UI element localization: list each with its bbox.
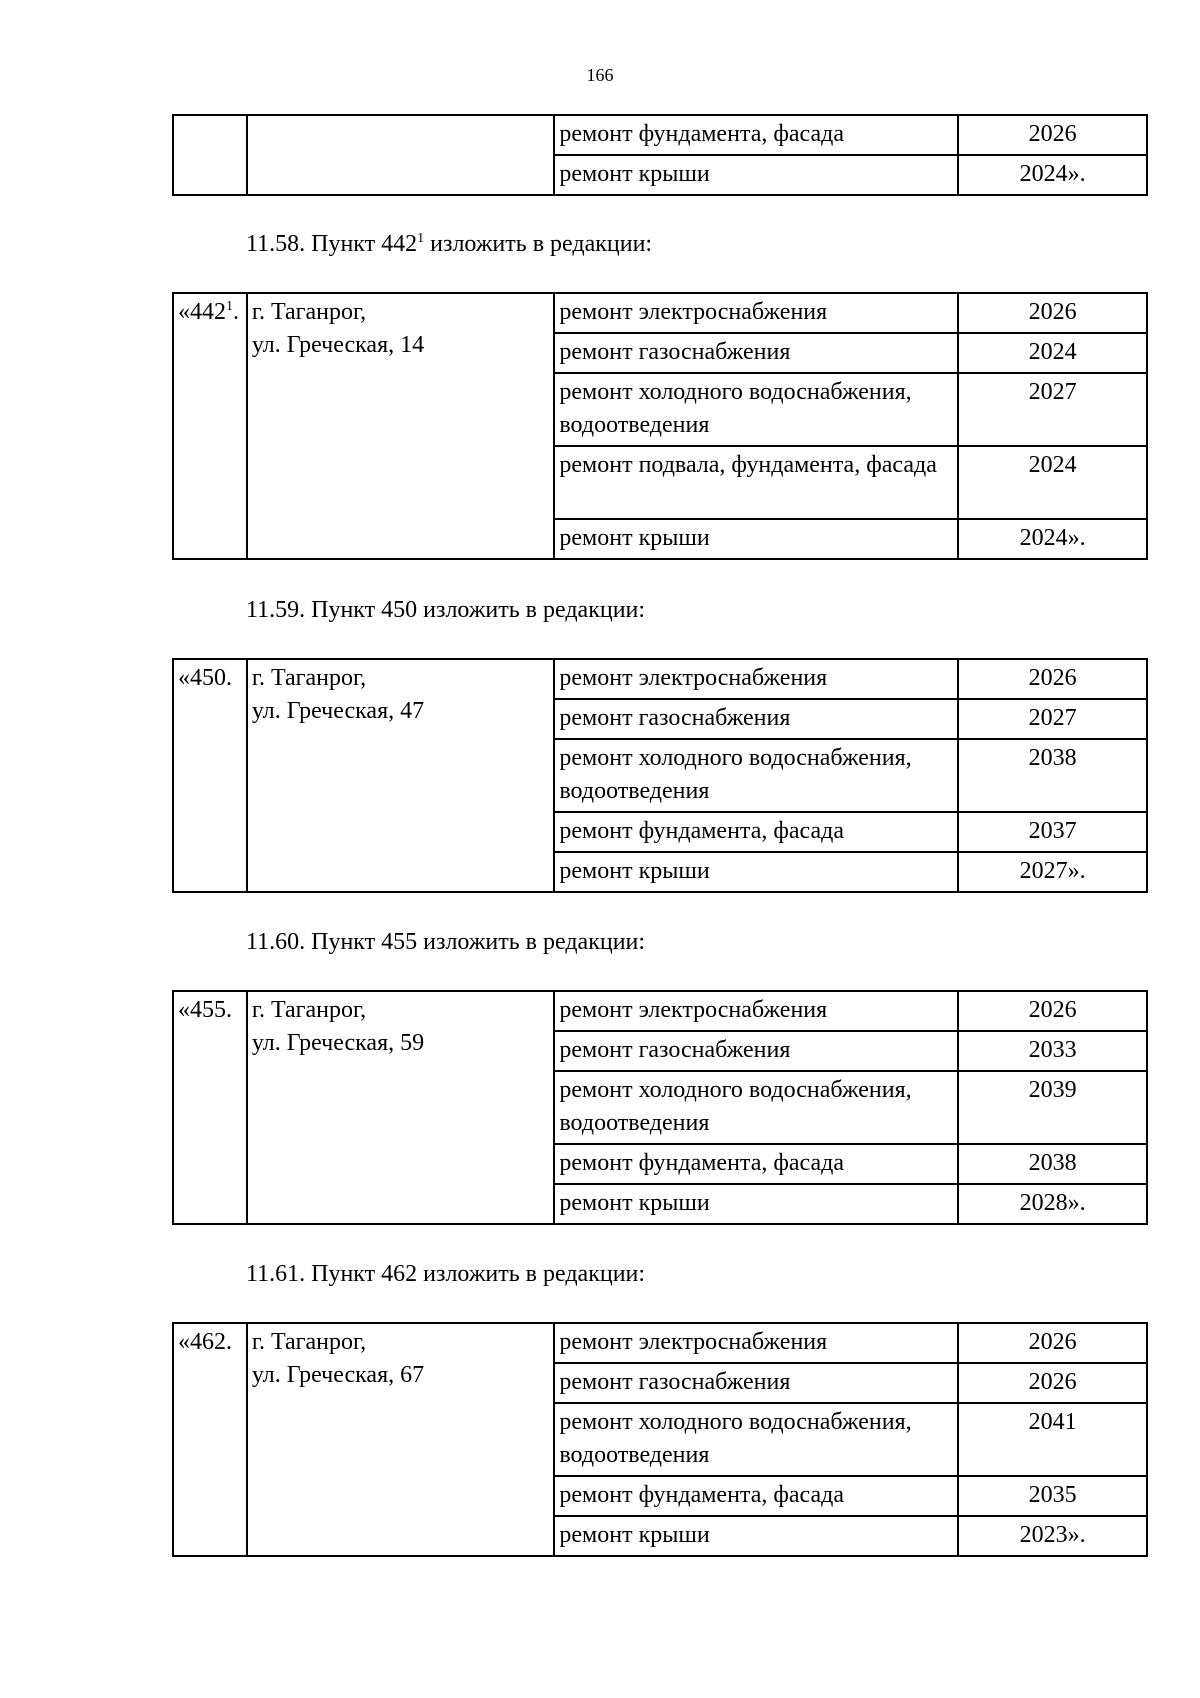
address-cell xyxy=(247,659,555,892)
section-table-442 xyxy=(172,292,1148,560)
work-cell: ремонт электроснабжения xyxy=(554,293,958,333)
year-cell: 2023». xyxy=(958,1516,1147,1556)
work-cell: ремонт газоснабжения xyxy=(554,333,958,373)
section-table-455 xyxy=(172,990,1148,1225)
address-city: г. Таганрог, xyxy=(251,665,367,691)
work-cell: ремонт электроснабжения xyxy=(554,991,958,1031)
paragraph-11-58: 11.58. Пункт $442^1$ изложить в редакции: xyxy=(246,231,653,257)
year-cell: 2027 xyxy=(958,699,1147,739)
section-table-462 xyxy=(172,1322,1148,1557)
table-row xyxy=(173,293,1147,333)
work-cell: ремонт крыши xyxy=(554,852,958,892)
paragraph-11-60: 11.60. Пункт 455 изложить в редакции: xyxy=(246,929,646,955)
address-cell xyxy=(247,1323,555,1556)
work-cell: ремонт газоснабжения xyxy=(554,1031,958,1071)
address-cell xyxy=(247,293,555,559)
item-number: «$442^1$. xyxy=(173,293,247,559)
year-cell: 2033 xyxy=(958,1031,1147,1071)
year-cell: 2027 xyxy=(958,373,1147,446)
work-cell: ремонт фундамента, фасада xyxy=(554,812,958,852)
work-cell: ремонт газоснабжения xyxy=(554,1363,958,1403)
address-street: ул. Греческая, 14 xyxy=(251,332,425,358)
year-cell: 2026 xyxy=(958,1363,1147,1403)
year-cell: 2026 xyxy=(958,659,1147,699)
year-cell: 2038 xyxy=(958,1144,1147,1184)
year-cell: 2039 xyxy=(958,1071,1147,1144)
work-cell: ремонт холодного водоснабжения, водоотведения xyxy=(554,1403,958,1476)
work-cell: ремонт газоснабжения xyxy=(554,699,958,739)
table-row xyxy=(173,659,1147,699)
work-cell: ремонт холодного водоснабжения, водоотведения xyxy=(554,739,958,812)
work-cell: ремонт фундамента, фасада xyxy=(554,115,958,155)
work-cell: ремонт фундамента, фасада xyxy=(554,1476,958,1516)
year-cell: 2024 xyxy=(958,333,1147,373)
table-row xyxy=(173,1323,1147,1363)
year-cell: 2028». xyxy=(958,1184,1147,1224)
work-cell: ремонт электроснабжения xyxy=(554,1323,958,1363)
work-cell: ремонт крыши xyxy=(554,1516,958,1556)
section-table-450 xyxy=(172,658,1148,893)
item-number: «455. xyxy=(173,991,247,1224)
year-cell: 2041 xyxy=(958,1403,1147,1476)
paragraph-11-59: 11.59. Пункт 450 изложить в редакции: xyxy=(246,597,646,623)
year-cell: 2026 xyxy=(958,991,1147,1031)
year-cell: 2024». xyxy=(958,155,1147,195)
work-cell: ремонт крыши xyxy=(554,155,958,195)
table-row xyxy=(173,991,1147,1031)
address-cell xyxy=(247,991,555,1224)
year-cell: 2026 xyxy=(958,1323,1147,1363)
address-street: ул. Греческая, 47 xyxy=(251,698,425,724)
address-city: г. Таганрог, xyxy=(251,1329,367,1355)
address-street: ул. Греческая, 67 xyxy=(251,1362,425,1388)
year-cell: 2037 xyxy=(958,812,1147,852)
item-number: «462. xyxy=(173,1323,247,1556)
work-cell: ремонт подвала, фундамента, фасада xyxy=(554,446,958,519)
item-number: «450. xyxy=(173,659,247,892)
year-cell: 2027». xyxy=(958,852,1147,892)
work-cell: ремонт электроснабжения xyxy=(554,659,958,699)
year-cell: 2026 xyxy=(958,115,1147,155)
number-cell xyxy=(173,115,247,195)
year-cell: 2038 xyxy=(958,739,1147,812)
work-cell: ремонт холодного водоснабжения, водоотведения xyxy=(554,373,958,446)
year-cell: 2035 xyxy=(958,1476,1147,1516)
year-cell: 2024». xyxy=(958,519,1147,559)
paragraph-11-61: 11.61. Пункт 462 изложить в редакции: xyxy=(246,1261,646,1287)
address-cell xyxy=(247,115,555,195)
page-number: 166 xyxy=(586,65,614,85)
address-city: г. Таганрог, xyxy=(251,997,367,1023)
continuation-table xyxy=(172,114,1148,196)
work-cell: ремонт фундамента, фасада xyxy=(554,1144,958,1184)
address-city: г. Таганрог, xyxy=(251,299,367,325)
year-cell: 2024 xyxy=(958,446,1147,519)
work-cell: ремонт крыши xyxy=(554,1184,958,1224)
year-cell: 2026 xyxy=(958,293,1147,333)
work-cell: ремонт холодного водоснабжения, водоотведения xyxy=(554,1071,958,1144)
work-cell: ремонт крыши xyxy=(554,519,958,559)
table-row xyxy=(173,115,1147,155)
address-street: ул. Греческая, 59 xyxy=(251,1030,425,1056)
